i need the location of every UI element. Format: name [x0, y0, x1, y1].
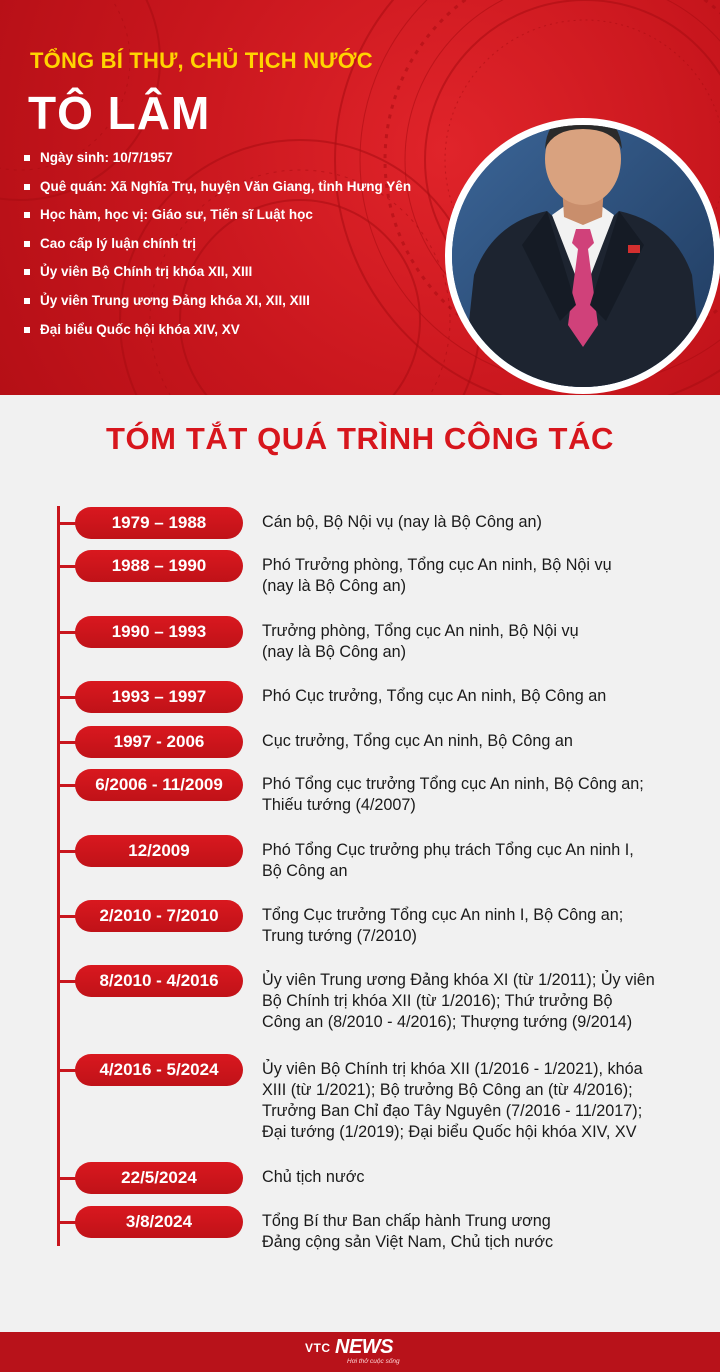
- period-pill: 22/5/2024: [75, 1162, 243, 1194]
- bio-list: [24, 150, 411, 350]
- period-description: Phó Trưởng phòng, Tổng cục An ninh, Bộ Nội vụ (nay là Bộ Công an): [262, 556, 612, 595]
- bio-item: Ủy viên Bộ Chính trị khóa XII, XIII: [24, 264, 411, 293]
- bullet-icon: [24, 212, 30, 218]
- bullet-icon: [24, 155, 30, 161]
- period-pill: 4/2016 - 5/2024: [75, 1054, 243, 1086]
- period-description: Cục trưởng, Tổng cục An ninh, Bộ Công an: [262, 732, 573, 750]
- position-title: TỔNG BÍ THƯ, CHỦ TỊCH NƯỚC: [30, 48, 373, 73]
- bullet-icon: [24, 327, 30, 333]
- header-banner: [0, 0, 720, 395]
- bio-item: Ngày sinh: 10/7/1957: [24, 150, 411, 179]
- bio-item: Học hàm, học vị: Giáo sư, Tiến sĩ Luật học: [24, 207, 411, 236]
- period-description: Ủy viên Bộ Chính trị khóa XII (1/2016 - 1/2021), khóa XIII (từ 1/2021); Bộ trưởng Bộ Công an (từ 4/2016); Trưởng Ban Chỉ đạo Tây Nguyên (7/2016 - 11/2017); Đại tướng (1/2019); Đại biểu Quốc hội khóa XIV, XV: [262, 1060, 643, 1141]
- bullet-icon: [24, 184, 30, 190]
- bio-item: Đại biểu Quốc hội khóa XIV, XV: [24, 322, 411, 351]
- period-description: Cán bộ, Bộ Nội vụ (nay là Bộ Công an): [262, 513, 542, 531]
- period-description: Phó Tổng cục trưởng Tổng cục An ninh, Bộ Công an; Thiếu tướng (4/2007): [262, 775, 644, 814]
- period-description: Ủy viên Trung ương Đảng khóa XI (từ 1/2011); Ủy viên Bộ Chính trị khóa XII (từ 1/2016); Thứ trưởng Bộ Công an (8/2010 - 4/2016); Thượng tướng (9/2014): [262, 971, 655, 1031]
- bio-item: Cao cấp lý luận chính trị: [24, 236, 411, 265]
- logo-vtc-text: VTC: [305, 1341, 331, 1355]
- period-pill: 1979 – 1988: [75, 507, 243, 539]
- vtc-news-logo[interactable]: [305, 1336, 417, 1368]
- period-pill: 1993 – 1997: [75, 681, 243, 713]
- bullet-icon: [24, 241, 30, 247]
- period-pill: 1988 – 1990: [75, 550, 243, 582]
- timeline-axis: [57, 506, 60, 1246]
- period-description: Phó Cục trưởng, Tổng cục An ninh, Bộ Công an: [262, 687, 607, 705]
- period-description: Chủ tịch nước: [262, 1168, 365, 1186]
- bio-item: Ủy viên Trung ương Đảng khóa XI, XII, XIII: [24, 293, 411, 322]
- period-description: Trưởng phòng, Tổng cục An ninh, Bộ Nội vụ (nay là Bộ Công an): [262, 622, 579, 661]
- period-description: Tổng Bí thư Ban chấp hành Trung ương Đảng cộng sản Việt Nam, Chủ tịch nước: [262, 1212, 554, 1251]
- period-description: Tổng Cục trưởng Tổng cục An ninh I, Bộ Công an; Trung tướng (7/2010): [262, 906, 624, 945]
- portrait-photo: [452, 125, 714, 387]
- logo-tagline: Hơi thở cuộc sống: [347, 1358, 400, 1365]
- period-pill: 3/8/2024: [75, 1206, 243, 1238]
- bullet-icon: [24, 269, 30, 275]
- period-pill: 1997 - 2006: [75, 726, 243, 758]
- period-pill: 12/2009: [75, 835, 243, 867]
- logo-news-text: NEWS: [335, 1336, 393, 1358]
- period-pill: 6/2006 - 11/2009: [75, 769, 243, 801]
- period-pill: 8/2010 - 4/2016: [75, 965, 243, 997]
- period-pill: 2/2010 - 7/2010: [75, 900, 243, 932]
- period-description: Phó Tổng Cục trưởng phụ trách Tổng cục An ninh I, Bộ Công an: [262, 841, 634, 880]
- period-pill: 1990 – 1993: [75, 616, 243, 648]
- section-title: TÓM TẮT QUÁ TRÌNH CÔNG TÁC: [105, 421, 615, 456]
- person-name: TÔ LÂM: [28, 87, 211, 139]
- bio-item: Quê quán: Xã Nghĩa Trụ, huyện Văn Giang, tỉnh Hưng Yên: [24, 179, 411, 208]
- bullet-icon: [24, 298, 30, 304]
